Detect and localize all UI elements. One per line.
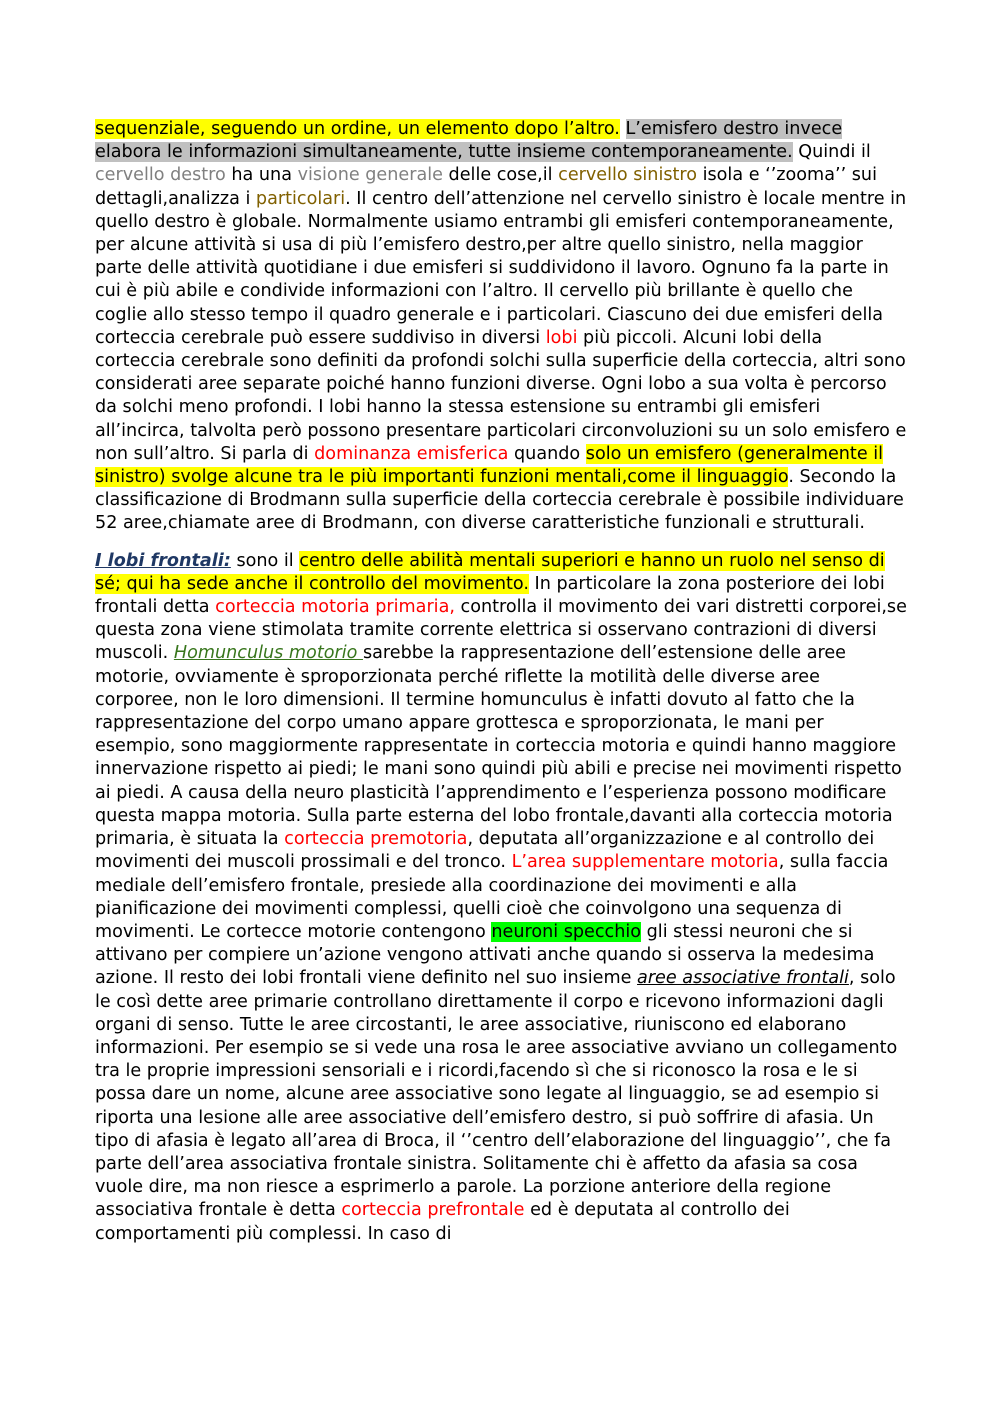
term-corteccia-motoria-primaria: corteccia motoria primaria, bbox=[215, 597, 455, 618]
term-dominanza-emisferica: dominanza emisferica bbox=[314, 443, 509, 464]
text-span: controlla il movimento dei vari distretti corporei,se questa zona viene stimolata tramite corrente elettrica si osservano contrazioni di diversi muscoli. bbox=[95, 597, 907, 664]
term-corteccia-premotoria: corteccia premotoria bbox=[284, 829, 468, 850]
text-span: gli stessi neuroni che si attivano per compiere un’azione vengono attivati anche quando si osserva la medesima azione. Il resto dei lobi frontali viene definito nel suo insieme bbox=[95, 921, 875, 989]
highlight-frontal-function: centro delle abilità mentali superiori e hanno un ruolo nel senso di sé; qui ha sede anche il controllo del movimento. bbox=[95, 550, 885, 594]
text-span: isola e ‘’zooma’’ sui dettagli,analizza i bbox=[95, 165, 877, 209]
term-visione-generale: visione generale bbox=[297, 165, 443, 186]
text-span: , deputata all’organizzazione e al controllo dei movimenti dei muscoli prossimali e del tronco. bbox=[95, 829, 875, 873]
text-span: ha una bbox=[225, 165, 298, 186]
highlight-right-hemisphere: L’emisfero destro invece elabora le informazioni simultaneamente, tutte insieme contemporaneamente. bbox=[95, 119, 843, 163]
term-homunculus-motorio: Homunculus motorio bbox=[173, 643, 363, 664]
text-span: sarebbe la rappresentazione dell’estensione delle aree motorie, ovviamente è sproporzionata perché riflette la motilità delle diverse aree corporee, non le loro dimensioni. Il termine homunculus è infatti dovuto al fatto che la rappresentazione del corpo umano appare grottesca e sproporzionata, le mani per esempio, sono maggiormente rappresentate in corteccia motoria e quindi hanno maggiore innervazione rispetto ai piedi; le mani sono quindi più abili e precise nei movimenti rispetto ai piedi. A causa della neuro plasticità l’apprendimento e l’esperienza possono modificare questa mappa motoria. Sulla parte esterna del lobo frontale,davanti alla corteccia motoria primaria, è situata la bbox=[95, 643, 902, 850]
text-span: In particolare la zona posteriore dei lobi frontali detta bbox=[95, 573, 885, 618]
term-particolari: particolari bbox=[255, 188, 346, 209]
term-lobi: lobi bbox=[545, 327, 578, 348]
text-span: ed è deputata al controllo dei comportamenti più complessi. In caso di bbox=[95, 1200, 790, 1244]
text-span: quando bbox=[508, 443, 586, 464]
text-span: . Il centro dell’attenzione nel cervello sinistro è locale mentre in quello destro è globale. Normalmente usiamo entrambi gli emisferi contemporaneamente, per alcune attività si usa di più l’emisfero destro,per altre quello sinistro, nella maggior parte delle attività quotidiane i due emisferi si suddividono il lavoro. Ognuno fa la parte in cui è più abile e condivide informazioni con l’altro. Il cervello più brillante è quello che coglie allo stesso tempo il quadro generale e i particolari. Ciascuno dei due emisferi della corteccia cerebrale può essere suddiviso in diversi bbox=[95, 188, 907, 348]
paragraph-frontal-lobes bbox=[95, 550, 907, 1246]
highlight-sequential: sequenziale, seguendo un ordine, un elemento dopo l’altro. bbox=[95, 119, 620, 139]
term-cervello-destro: cervello destro bbox=[95, 165, 226, 186]
term-area-supplementare-motoria: L’area supplementare motoria bbox=[511, 852, 779, 873]
paragraph-hemispheres bbox=[95, 118, 907, 536]
text-span: Quindi il bbox=[792, 142, 871, 163]
text-span: delle cose,il bbox=[442, 165, 559, 186]
term-cervello-sinistro: cervello sinistro bbox=[558, 165, 698, 186]
section-heading-lobi-frontali: I lobi frontali: bbox=[95, 550, 231, 571]
text-span: , sulla faccia mediale dell’emisfero frontale, presiede alla coordinazione dei movimenti e alla pianificazione dei movimenti complessi, quelli cioè che coinvolgono una sequenza di movimenti. Le cortecce motorie contengono bbox=[95, 852, 889, 942]
highlight-neuroni-specchio: neuroni specchio bbox=[491, 921, 642, 942]
highlight-dominance: solo un emisfero (generalmente il sinistro) svolge alcune tra le più importanti funzioni mentali,come il linguaggio bbox=[95, 443, 884, 488]
text-span: più piccoli. Alcuni lobi della corteccia cerebrale sono definiti da profondi solchi sulla superficie della corteccia, altri sono considerati aree separate poiché hanno funzioni diverse. Ogni lobo a sua volta è percorso da solchi meno profondi. I lobi hanno la stessa estensione su entrambi gli emisferi all’incirca, talvolta però possono presentare particolari circonvoluzioni su un solo emisfero e non sull’altro. Si parla di bbox=[95, 327, 907, 464]
document-body bbox=[95, 118, 907, 1246]
text-span bbox=[620, 119, 626, 139]
term-aree-associative-frontali: aree associative frontali bbox=[637, 968, 849, 989]
text-span: sono il bbox=[230, 550, 300, 571]
text-span: . Secondo la classificazione di Brodmann sulla superficie della corteccia cerebrale è possibile individuare 52 aree,chiamate aree di Brodmann, con diverse caratteristiche funzionali e strutturali. bbox=[95, 467, 904, 534]
text-span: , solo le così dette aree primarie controllano direttamente il corpo e ricevono informazioni dagli organi di senso. Tutte le aree circostanti, le aree associative, riuniscono ed elaborano informazioni. Per esempio se si vede una rosa le aree associative avviano un collegamento tra le proprie impressioni sensoriali e i ricordi,facendo sì che si riconosco la rosa e le si possa dare un nome, alcune aree associative sono legate al linguaggio, se ad esempio si riporta una lesione alle aree associative dell’emisfero destro, si può soffrire di afasia. Un tipo di afasia è legato all’area di Broca, il ‘’centro dell’elaborazione del linguaggio’’, che fa parte dell’area associativa frontale sinistra. Solitamente chi è affetto da afasia sa cosa vuole dire, ma non riesce a esprimerlo a parole. La porzione anteriore della regione associativa frontale è detta bbox=[95, 968, 898, 1221]
term-corteccia-prefrontale: corteccia prefrontale bbox=[341, 1200, 525, 1221]
